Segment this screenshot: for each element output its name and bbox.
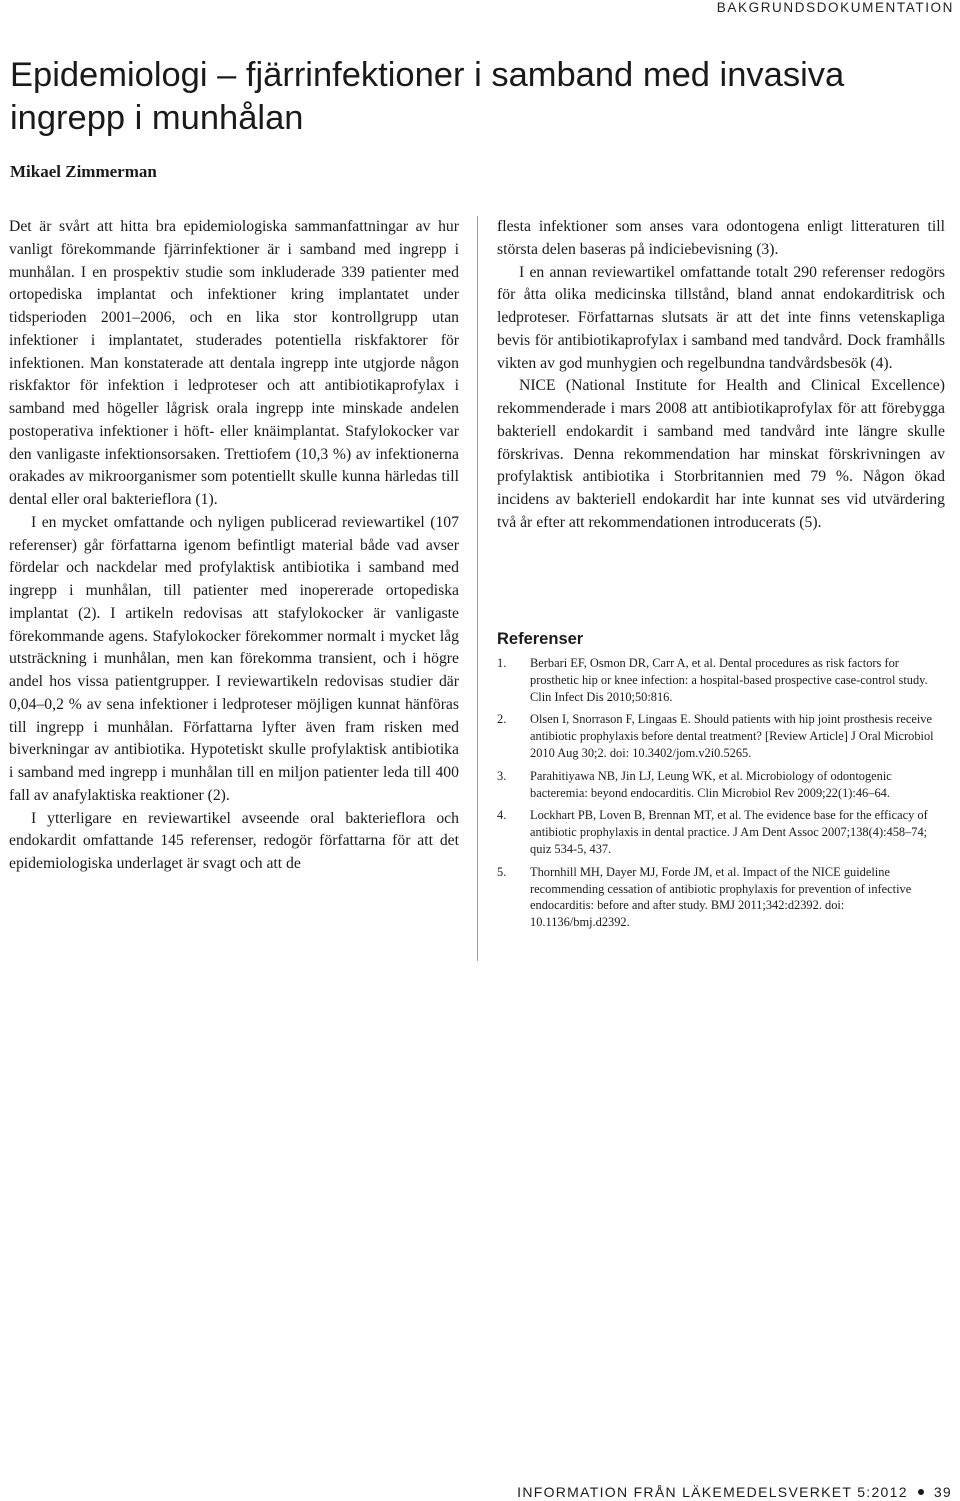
reference-number: 1.: [497, 656, 507, 670]
body-paragraph: NICE (National Institute for Health and Clinical Excellence) rekommenderade i mars 2008 att antibiotikaprofylax för att förebygga bakteriell endokardit i samband med tandvård inte längre skulle förskrivas. Denna rekommendation har minskat förskrivningen av profylaktisk antibiotika i Storbritannien med 79 %. Någon ökad incidens av bakteriell endokardit har inte kunnat ses vid utvärdering två år efter att rekommendationen introducerats (5).: [497, 377, 945, 531]
reference-text: Lockhart PB, Loven B, Brennan MT, et al. The evidence base for the efficacy of antibiotic prophylaxis in dental practice. J Am Dent Assoc 2007;138(4):458–74; quiz 534-5, 437.: [530, 808, 928, 856]
reference-text: Thornhill MH, Dayer MJ, Forde JM, et al. Impact of the NICE guideline recommending cessation of antibiotic prophylaxis for prevention of infective endocarditis: before and after study. BMJ 2011;342:d2392. doi: 10.1136/bmj.d2392.: [530, 864, 912, 930]
reference-item: [497, 711, 947, 761]
references-section: [497, 630, 947, 937]
body-paragraph: flesta infektioner som anses vara odontogena enligt litteraturen till största delen baseras på indiciebevisning (3).: [497, 218, 945, 258]
body-paragraph: Det är svårt att hitta bra epidemiologiska sammanfattningar av hur vanligt förekommande fjärrinfektioner är i samband med ingrepp i munhålan. I en prospektiv studie som inkluderade 339 patienter med ortopediska implantat och infektioner kring implantatet under tidsperioden 2001–2006, och en lika stor kontrollgrupp utan infektioner i implantatet, studerades potentiella riskfaktorer för infektionen. Man konstaterade att dentala ingrepp inte utgjorde någon riskfaktor för infektion i ledproteser och att antibiotikaprofylax i samband med högeller lågrisk orala ingrepp inte minskade andelen postoperativa infektioner i höft- eller knäimplantat. Stafylokocker var den vanligaste infektionsorsaken. Trettiofem (10,3 %) av infektionerna orakades av mikroorganismer som potentiellt skulle kunna härledas till dental eller oral bakterieflora (1).: [9, 218, 459, 508]
reference-item: [497, 864, 947, 931]
page-number: 39: [933, 1484, 952, 1500]
reference-number: 2.: [497, 712, 507, 727]
reference-text: Parahitiyawa NB, Jin LJ, Leung WK, et al. Microbiology of odontogenic bacteremia: beyond endocarditis. Clin Microbiol Rev 2009;22(1):46–64.: [530, 768, 892, 800]
body-column-right: [497, 216, 945, 535]
reference-item: [497, 807, 947, 857]
reference-number: 5.: [497, 864, 507, 879]
article-title: Epidemiologi – fjärrinfektioner i samband med invasiva ingrepp i munhålan: [10, 56, 845, 137]
reference-text: Olsen I, Snorrason F, Lingaas E. Should patients with hip joint prosthesis receive antibiotic prophylaxis before dental treatment? [Review Article] J Oral Microbiol 2010 Aug 30;2. doi: 10.3402/jom.v2i0.5265.: [530, 712, 934, 760]
author-name: Mikael Zimmerman: [10, 162, 157, 181]
body-column-left: [9, 216, 459, 876]
body-paragraph: I en annan reviewartikel omfattande totalt 290 referenser redogörs för åtta olika medicinska tillstånd, bland annat endokarditrisk och ledproteser. Författarnas slutsats är att det inte finns vetenskapliga bevis för antibiotikaprofylax i samband med tandvård. Dock framhålls vikten av god munhygien och regelbundna tandvårdsbesök (4).: [497, 263, 945, 372]
reference-number: 4.: [497, 808, 507, 823]
reference-item: [497, 655, 947, 705]
body-paragraph: I en mycket omfattande och nyligen publicerad reviewartikel (107 referenser) går författarna igenom befintligt material både vad avser fördelar och nackdelar med profylaktisk antibiotika i samband med ingrepp i munhålan, till patienter med inopererade ortopediska implantat (2). I artikeln redovisas att stafylokocker är vanligaste förekommande agens. Stafylokocker förekommer normalt i mycket låg utsträckning i munhålan, men kan förekomma transient, och i högre andel hos vissa patientgrupper. I reviewartikeln redovisas studier där 0,04–0,2 % av sena infektioner i ledproteser möjligen kunnat hänföras till ingrepp i munhålan. Författarna lyfter även fram risken med biverkningar av antibiotika. Hypotetiskt skulle profylaktisk antibiotika i samband med ingrepp i munhålan till en miljon patienter leda till 400 fall av anafylaktiska reaktioner (2).: [9, 513, 459, 804]
body-paragraph: I ytterligare en reviewartikel avseende oral bakterieflora och endokardit omfattande 145 referenser, redogör författarna för att det epidemiologiska underlaget är svagt och att de: [9, 809, 459, 872]
references-heading: Referenser: [497, 630, 584, 648]
bullet-icon: [918, 1489, 924, 1495]
footer-publication: INFORMATION FRÅN LÄKEMEDELSVERKET 5:2012: [517, 1484, 908, 1500]
reference-item: [497, 768, 947, 802]
reference-text: Berbari EF, Osmon DR, Carr A, et al. Dental procedures as risk factors for prosthetic hip or knee infection: a hospital-based prospective case-control study. Clin Infect Dis 2010;50:816.: [530, 656, 928, 704]
page-footer: [517, 1484, 952, 1500]
reference-list: [497, 655, 947, 931]
reference-number: 3.: [497, 768, 507, 783]
column-divider: [477, 216, 478, 961]
section-label: BAKGRUNDSDOKUMENTATION: [716, 0, 954, 15]
